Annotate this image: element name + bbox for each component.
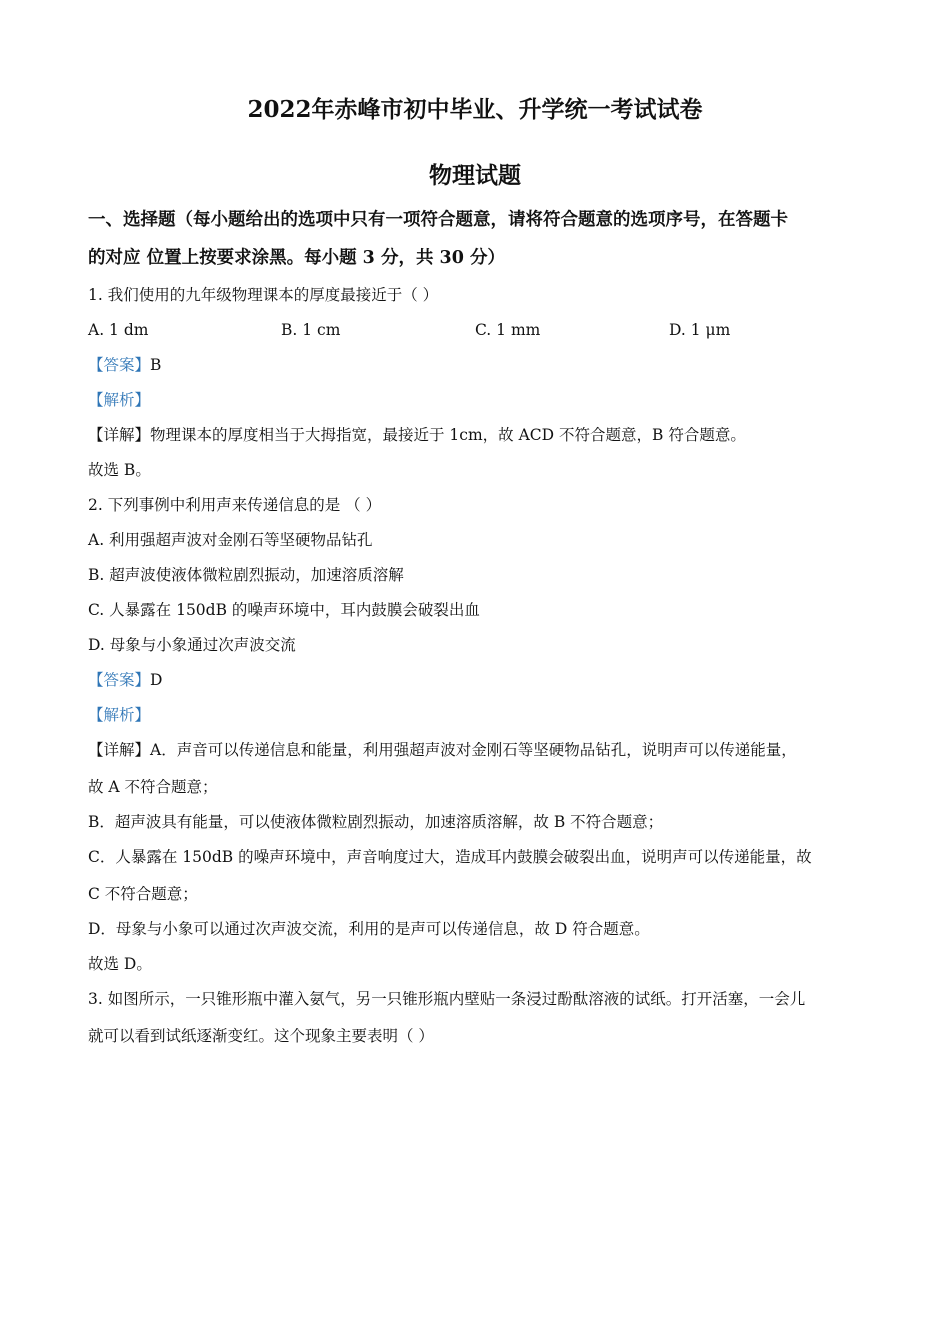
q2-detail-line-2: 故 A 不符合题意； (88, 778, 218, 796)
q2-detail-line-5: C 不符合题意； (88, 885, 198, 903)
q1-option-d: D. 1 μm (669, 321, 731, 339)
q2-answer-tag: 【答案】 (88, 671, 151, 689)
q2-option-a: A. 利用强超声波对金刚石等坚硬物品钻孔 (88, 531, 373, 549)
q2-option-c: C. 人暴露在 150dB 的噪声环境中，耳内鼓膜会破裂出血 (88, 601, 480, 619)
q2-stem: 2. 下列事例中利用声来传递信息的是 （ ） (88, 496, 382, 514)
q1-answer-line (88, 355, 161, 375)
q2-option-d: D. 母象与小象通过次声波交流 (88, 636, 296, 654)
section-heading-line-2: 的对应 位置上按要求涂黑。每小题 3 分，共 30 分） (88, 248, 505, 268)
q2-detail-line-6: D．母象与小象可以通过次声波交流，利用的是声可以传递信息，故 D 符合题意。 (88, 920, 650, 938)
q3-stem-line-2: 就可以看到试纸逐渐变红。这个现象主要表明（ ） (88, 1027, 434, 1045)
q2-conclusion: 故选 D。 (88, 955, 152, 973)
q1-stem: 1. 我们使用的九年级物理课本的厚度最接近于（ ） (88, 286, 439, 304)
section-heading-line-1: 一、选择题（每小题给出的选项中只有一项符合题意，请将符合题意的选项序号，在答题卡 (88, 210, 788, 230)
q1-analysis-tag: 【解析】 (88, 391, 151, 409)
q2-detail-line-4: C．人暴露在 150dB 的噪声环境中，声音响度过大，造成耳内鼓膜会破裂出血，说明声可以传递能量，故 (88, 848, 812, 866)
q1-option-b: B. 1 cm (281, 321, 341, 339)
q2-option-b: B. 超声波使液体微粒剧烈振动，加速溶质溶解 (88, 566, 404, 584)
document-title: 2022年赤峰市初中毕业、升学统一考试试卷 (247, 96, 703, 123)
document-subtitle: 物理试题 (429, 162, 521, 189)
q1-option-c: C. 1 mm (475, 321, 541, 339)
q1-answer-value: B (150, 356, 162, 374)
q1-answer-tag: 【答案】 (88, 356, 151, 374)
q1-detail: 【详解】物理课本的厚度相当于大拇指宽，最接近于 1cm，故 ACD 不符合题意，B 符合题意。 (88, 426, 746, 444)
q2-analysis-tag: 【解析】 (88, 706, 151, 724)
q3-stem-line-1: 3. 如图所示，一只锥形瓶中灌入氨气，另一只锥形瓶内壁贴一条浸过酚酞溶液的试纸。打开活塞，一会儿 (88, 990, 806, 1008)
q2-detail-line-1: 【详解】A．声音可以传递信息和能量，利用强超声波对金刚石等坚硬物品钻孔，说明声可以传递能量， (88, 741, 797, 759)
q2-detail-line-3: B．超声波具有能量，可以使液体微粒剧烈振动，加速溶质溶解，故 B 不符合题意； (88, 813, 664, 831)
q2-answer-line (88, 670, 162, 690)
q1-option-a: A. 1 dm (88, 321, 149, 339)
q1-conclusion: 故选 B。 (88, 461, 151, 479)
q2-answer-value: D (150, 671, 163, 689)
